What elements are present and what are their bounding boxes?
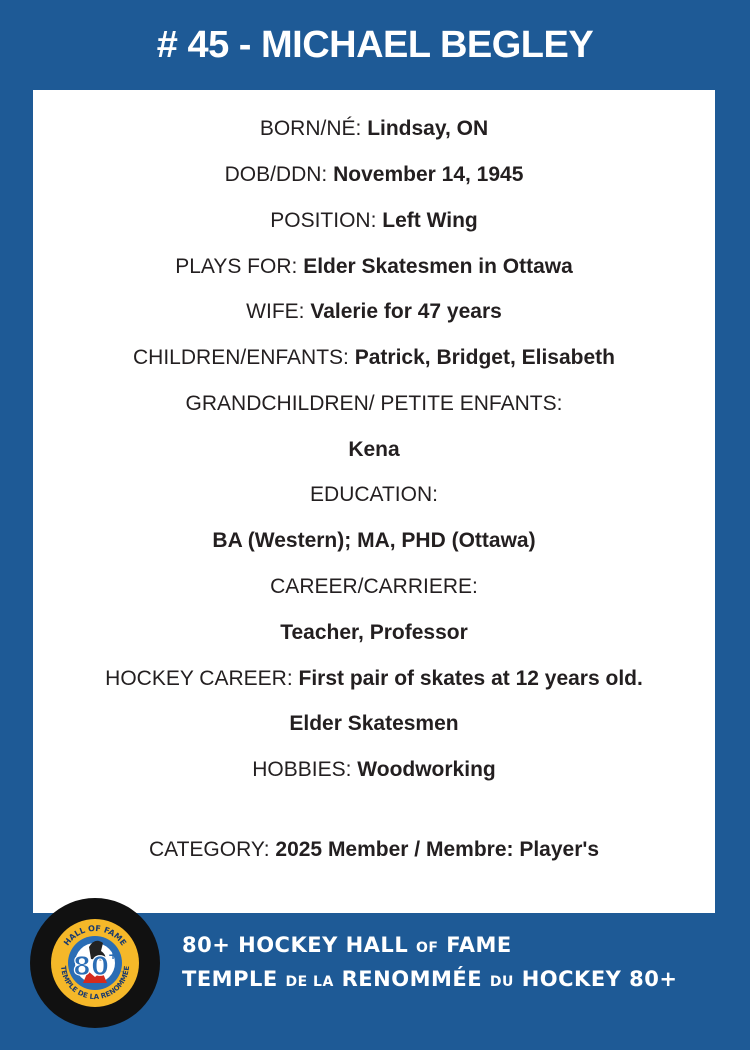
detail-value: November 14, 1945 <box>333 163 524 186</box>
detail-label: POSITION: <box>270 209 377 232</box>
logo-emblem <box>51 919 139 1007</box>
detail-grandchildren-value <box>33 438 715 462</box>
detail-label: DOB/DDN: <box>224 163 328 186</box>
logo-ring-top-text: HALL OF FAME <box>62 923 129 948</box>
detail-label: CATEGORY: <box>148 838 270 861</box>
detail-children <box>33 346 715 370</box>
detail-career-value <box>33 621 715 645</box>
footer-text-small: DE LA <box>285 974 334 990</box>
logo-badge <box>51 919 139 1007</box>
footer-text-small: OF <box>416 940 439 956</box>
detail-wife <box>33 300 715 324</box>
footer-text-small: DU <box>489 974 514 990</box>
detail-value: Elder Skatesmen <box>289 712 459 735</box>
footer-text: TEMPLE <box>182 967 286 991</box>
card-title: # 45 - MICHAEL BEGLEY <box>156 24 594 66</box>
detail-label: CAREER/CARRIERE: <box>270 575 478 598</box>
detail-label: EDUCATION: <box>310 483 438 506</box>
detail-value: Patrick, Bridget, Elisabeth <box>354 346 615 369</box>
detail-born <box>33 117 715 141</box>
detail-label: GRANDCHILDREN/ PETITE ENFANTS: <box>185 392 563 415</box>
footer-line-english <box>182 933 512 957</box>
detail-label: HOBBIES: <box>252 758 352 781</box>
detail-value: Valerie for 47 years <box>310 300 502 323</box>
detail-label: PLAYS FOR: <box>175 255 298 278</box>
detail-hobbies <box>33 758 715 782</box>
detail-label: WIFE: <box>246 300 305 323</box>
footer-text: FAME <box>438 933 512 957</box>
bio-panel <box>33 90 715 913</box>
detail-education-label <box>33 483 715 507</box>
footer-text: 80+ HOCKEY HALL <box>182 933 417 957</box>
detail-value: First pair of skates at 12 years old. <box>298 667 643 690</box>
detail-position <box>33 209 715 233</box>
hall-of-fame-logo <box>30 898 160 1028</box>
detail-dob <box>33 163 715 187</box>
footer-line-french <box>182 967 678 991</box>
footer-text: HOCKEY 80+ <box>513 967 678 991</box>
detail-category <box>33 838 715 862</box>
detail-value: 2025 Member / Membre: Player's <box>275 838 600 861</box>
detail-value: Left Wing <box>382 209 478 232</box>
detail-grandchildren-label <box>33 392 715 416</box>
detail-label: BORN/NÉ: <box>259 117 362 140</box>
detail-value: BA (Western); MA, PHD (Ottawa) <box>212 529 536 552</box>
detail-value: Elder Skatesmen in Ottawa <box>303 255 573 278</box>
detail-career-label <box>33 575 715 599</box>
detail-value: Kena <box>348 438 400 461</box>
detail-value: Woodworking <box>357 758 496 781</box>
footer-text: RENOMMÉE <box>333 967 490 991</box>
detail-hockey-career-team <box>33 712 715 736</box>
detail-label: CHILDREN/ENFANTS: <box>133 346 349 369</box>
detail-value: Lindsay, ON <box>367 117 489 140</box>
detail-value: Teacher, Professor <box>280 621 468 644</box>
logo-plus: + <box>107 948 119 962</box>
detail-hockey-career <box>33 667 715 691</box>
logo-ring-bottom-text: TEMPLE DE LA RENOMMÉE <box>58 965 132 1002</box>
logo-number: 80 <box>72 952 110 982</box>
detail-plays-for <box>33 255 715 279</box>
detail-label: HOCKEY CAREER: <box>105 667 293 690</box>
detail-education-value <box>33 529 715 553</box>
